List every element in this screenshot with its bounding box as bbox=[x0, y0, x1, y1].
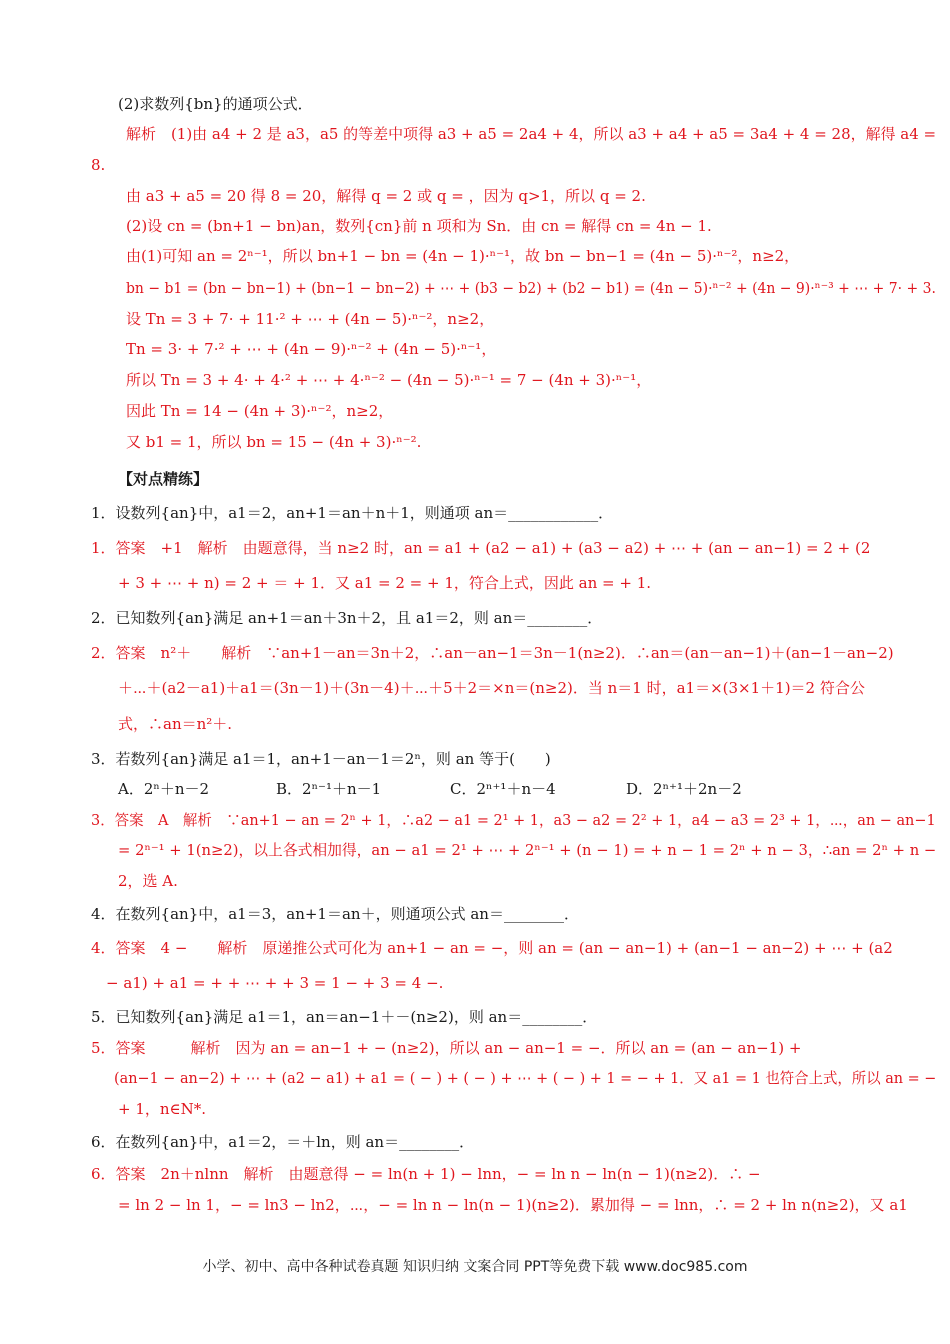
problem-6-answer-line: = ln 2 − ln 1，− = ln3 − ln2，⋯，− = ln n − ln(n − 1)(n≥2)．累加得 − = lnn，∴ = 2 + ln n(n≥2)，又 a1 bbox=[118, 1196, 908, 1214]
solution-line: 因此 Tn = 14 − (4n + 3)·ⁿ⁻²，n≥2， bbox=[126, 402, 394, 420]
problem-2-answer-line: ＋⋯＋(a2－a1)＋a1＝(3n－1)＋(3n－4)＋⋯＋5＋2＝×n＝(n≥2)．当 n＝1 时，a1＝×(3×1＋1)＝2 符合公 bbox=[118, 679, 865, 697]
solution-line: 设 Tn = 3 + 7· + 11·² + ⋯ + (4n − 5)·ⁿ⁻²，n≥2， bbox=[126, 310, 495, 328]
problem-5-question: 5．已知数列{an}满足 a1＝1，an＝an−1＋－(n≥2)，则 an＝________． bbox=[91, 1008, 598, 1026]
problem-1-question: 1．设数列{an}中，a1＝2，an+1＝an＋n＋1，则通项 an＝____________． bbox=[91, 504, 614, 522]
problem-1-answer-line: + 3 + ⋯ + n) = 2 + ＝ + 1．又 a1 = 2 = + 1，符合上式，因此 an = + 1. bbox=[118, 574, 652, 592]
solution-line: 解析 (1)由 a4 + 2 是 a3，a5 的等差中项得 a3 + a5 = 2a4 + 4，所以 a3 + a4 + a5 = 3a4 + 4 = 28，解得 a4 = bbox=[126, 125, 937, 143]
problem-5-answer-line: + 1，n∈N*. bbox=[118, 1100, 207, 1118]
problem-3-option-b: B．2ⁿ⁻¹＋n－1 bbox=[276, 780, 382, 798]
solution-line: Tn = 3· + 7·² + ⋯ + (4n − 9)·ⁿ⁻² + (4n − 5)·ⁿ⁻¹， bbox=[126, 340, 497, 358]
solution-line: 又 b1 = 1，所以 bn = 15 − (4n + 3)·ⁿ⁻². bbox=[126, 433, 422, 451]
problem-3-question: 3．若数列{an}满足 a1＝1，an+1－an－1＝2ⁿ，则 an 等于( ) bbox=[91, 750, 551, 768]
problem-4-answer-line: − a1) + a1 = + + ⋯ + + 3 = 1 − + 3 = 4 −. bbox=[106, 974, 444, 992]
problem-3-option-a: A．2ⁿ＋n－2 bbox=[118, 780, 210, 798]
solution-line: 由(1)可知 an = 2ⁿ⁻¹，所以 bn+1 − bn = (4n − 1)·ⁿ⁻¹，故 bn − bn−1 = (4n − 5)·ⁿ⁻²，n≥2， bbox=[126, 247, 800, 265]
solution-line: bn − b1 = (bn − bn−1) + (bn−1 − bn−2) + ⋯ + (b3 − b2) + (b2 − b1) = (4n − 5)·ⁿ⁻² + (4n − 9)·ⁿ⁻³ + ⋯ + 7· + 3. bbox=[126, 279, 936, 297]
problem-4-question: 4．在数列{an}中，a1＝3，an+1＝an＋，则通项公式 an＝________． bbox=[91, 905, 579, 923]
problem-3-answer-line: 3．答案 A 解析 ∵an+1 − an = 2ⁿ + 1，∴a2 − a1 = 2¹ + 1，a3 − a2 = 2² + 1，a4 − a3 = 2³ + 1，⋯，an − an−1 bbox=[91, 811, 936, 829]
problem-6-question: 6．在数列{an}中，a1＝2，＝＋ln，则 an＝________． bbox=[91, 1133, 475, 1151]
problem-3-answer-line: 2，选 A. bbox=[118, 872, 178, 890]
problem-3-option-c: C．2ⁿ⁺¹＋n－4 bbox=[450, 780, 556, 798]
solution-line: (2)设 cn = (bn+1 − bn)an，数列{cn}前 n 项和为 Sn．由 cn = 解得 cn = 4n − 1. bbox=[126, 217, 712, 235]
problem-1-answer-line: 1．答案 +1 解析 由题意得，当 n≥2 时，an = a1 + (a2 − a1) + (a3 − a2) + ⋯ + (an − an−1) = 2 + (2 bbox=[91, 539, 871, 557]
problem-3-option-d: D．2ⁿ⁺¹＋2n－2 bbox=[626, 780, 742, 798]
problem-2-answer-line: 式，∴an＝n²＋. bbox=[118, 715, 233, 733]
solution-line: 所以 Tn = 3 + 4· + 4·² + ⋯ + 4·ⁿ⁻² − (4n − 5)·ⁿ⁻¹ = 7 − (4n + 3)·ⁿ⁻¹， bbox=[126, 371, 652, 389]
footer-text: 小学、初中、高中各种试卷真题 知识归纳 文案合同 PPT等免费下载 www.doc985.com bbox=[202, 1259, 748, 1275]
problem-4-answer-line: 4．答案 4 − 解析 原递推公式可化为 an+1 − an = −，则 an = (an − an−1) + (an−1 − an−2) + ⋯ + (a2 bbox=[91, 939, 893, 957]
problem-2-question: 2．已知数列{an}满足 an+1＝an＋3n＋2，且 a1＝2，则 an＝________． bbox=[91, 609, 603, 627]
problem-2-answer-line: 2．答案 n²＋ 解析 ∵an+1－an＝3n＋2，∴an－an−1＝3n－1(n≥2)．∴an＝(an－an−1)＋(an−1－an−2) bbox=[91, 644, 894, 662]
problem-5-answer-line: 5．答案 解析 因为 an = an−1 + − (n≥2)，所以 an − an−1 = −．所以 an = (an − an−1) + bbox=[91, 1039, 802, 1057]
solution-line: 8. bbox=[91, 156, 106, 174]
question-2-text: (2)求数列{bn}的通项公式． bbox=[118, 95, 313, 113]
section-title: 【对点精练】 bbox=[118, 470, 209, 488]
problem-6-answer-line: 6．答案 2n＋nlnn 解析 由题意得 − = ln(n + 1) − lnn，− = ln n − ln(n − 1)(n≥2)．∴ − bbox=[91, 1165, 761, 1183]
solution-line: 由 a3 + a5 = 20 得 8 = 20，解得 q = 2 或 q = ，因为 q>1，所以 q = 2. bbox=[126, 187, 646, 205]
problem-3-answer-line: = 2ⁿ⁻¹ + 1(n≥2)，以上各式相加得，an − a1 = 2¹ + ⋯ + 2ⁿ⁻¹ + (n − 1) = + n − 1 = 2ⁿ + n − 3，∴an = 2ⁿ + n − bbox=[118, 841, 937, 859]
problem-5-answer-line: (an−1 − an−2) + ⋯ + (a2 − a1) + a1 = ( − ) + ( − ) + ⋯ + ( − ) + 1 = − + 1．又 a1 = 1 也符合上式，所以 an = − bbox=[114, 1069, 937, 1087]
